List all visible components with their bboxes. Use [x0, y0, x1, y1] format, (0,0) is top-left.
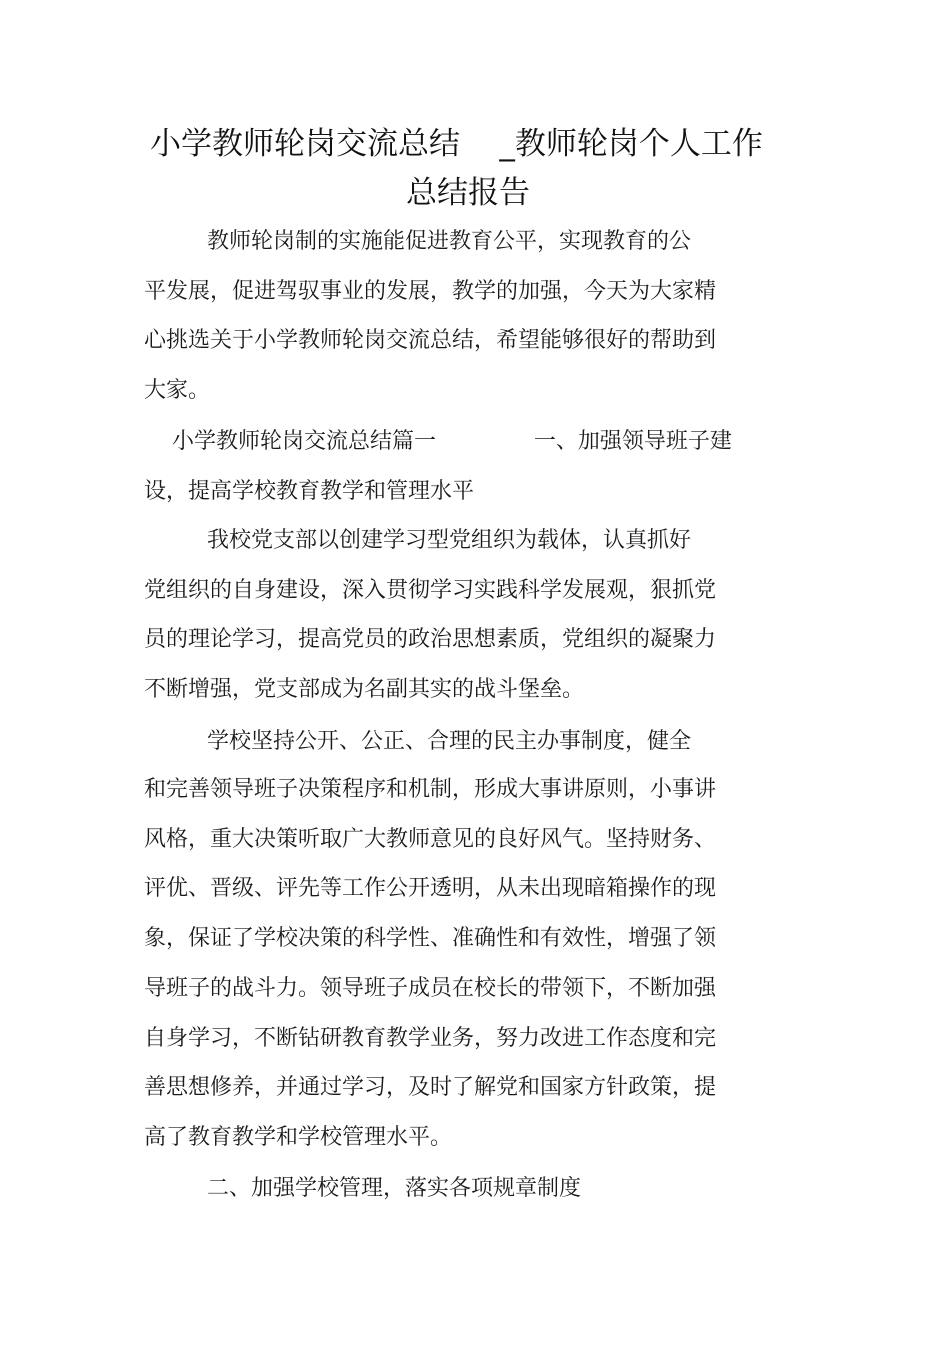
paragraph-line: 教师轮岗制的实施能促进教育公平，实现教育的公 [144, 229, 691, 254]
paragraph-line: 我校党支部以创建学习型党组织为载体，认真抓好 [144, 528, 691, 553]
paragraph-line: 风格，重大决策听取广大教师意见的良好风气。坚持财务、 [144, 827, 717, 852]
document-title-line-2: 总结报告 [406, 175, 530, 211]
paragraph-line: 员的理论学习，提高党员的政治思想素质，党组织的凝聚力 [144, 627, 717, 652]
paragraph-line: 平发展，促进驾驭事业的发展，教学的加强，今天为大家精 [144, 279, 717, 304]
section-heading-line: 二、加强学校管理，落实各项规章制度 [144, 1176, 581, 1201]
paragraph-line: 评优、晋级、评先等工作公开透明，从未出现暗箱操作的现 [144, 876, 717, 901]
paragraph-line: 导班子的战斗力。领导班子成员在校长的带领下，不断加强 [144, 976, 717, 1001]
paragraph-line: 高了教育教学和学校管理水平。 [144, 1125, 453, 1150]
section-heading-line: 设，提高学校教育教学和管理水平 [144, 479, 475, 504]
paragraph-line: 自身学习，不断钻研教育教学业务，努力改进工作态度和完 [144, 1026, 717, 1051]
paragraph-line: 象，保证了学校决策的科学性、准确性和有效性，增强了领 [144, 926, 717, 951]
paragraph-line: 不断增强，党支部成为名副其实的战斗堡垒。 [144, 677, 585, 702]
document-title-line-1: 小学教师轮岗交流总结 _教师轮岗个人工作 [150, 126, 763, 162]
section-heading-line: 小学教师轮岗交流总结篇一 一、加强领导班子建 [144, 429, 732, 454]
paragraph-line: 大家。 [144, 378, 211, 403]
paragraph-line: 党组织的自身建设，深入贯彻学习实践科学发展观，狠抓党 [144, 578, 717, 603]
paragraph-line: 善思想修养，并通过学习，及时了解党和国家方针政策，提 [144, 1075, 717, 1100]
paragraph-line: 学校坚持公开、公正、合理的民主办事制度，健全 [144, 729, 691, 754]
paragraph-line: 心挑选关于小学教师轮岗交流总结，希望能够很好的帮助到 [144, 328, 717, 353]
paragraph-line: 和完善领导班子决策程序和机制，形成大事讲原则，小事讲 [144, 777, 717, 802]
